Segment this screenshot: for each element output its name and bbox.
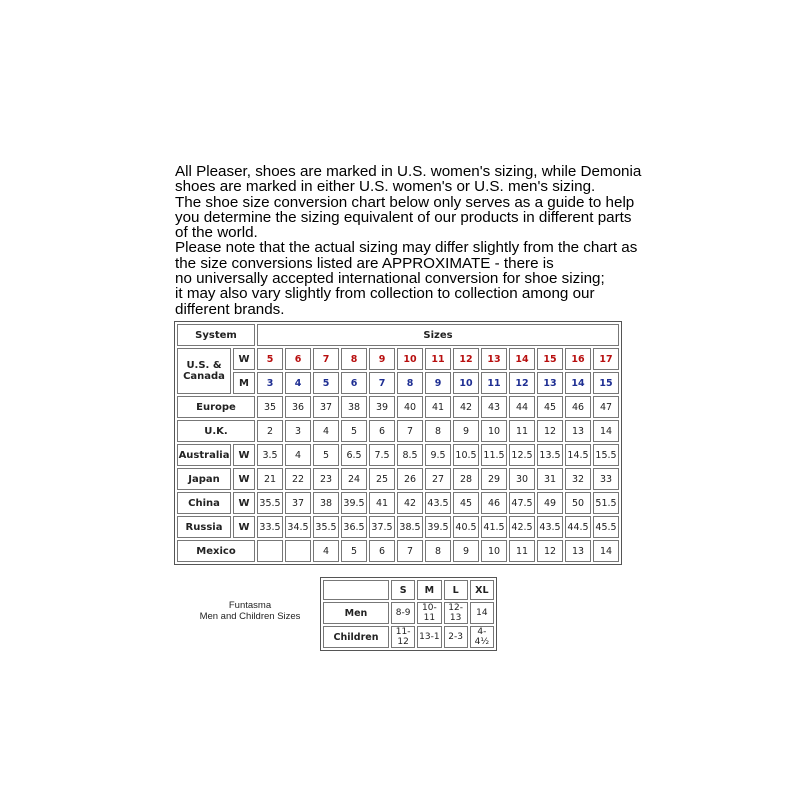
size-cell: 4: [285, 444, 311, 466]
size-cell: 14: [565, 372, 591, 394]
size-cell: 12: [537, 420, 563, 442]
size-cell: 8-9: [391, 602, 415, 624]
size-cell: 30: [509, 468, 535, 490]
size-cell: 14: [470, 602, 494, 624]
size-header-cell: M: [417, 580, 441, 600]
size-cell: 13: [565, 540, 591, 562]
size-cell: 40.5: [453, 516, 479, 538]
size-cell: 6: [341, 372, 367, 394]
size-header-cell: S: [391, 580, 415, 600]
intro-line: the size conversions listed are APPROXIMATE - there is: [175, 254, 554, 272]
size-cell: 23: [313, 468, 339, 490]
size-cell: 11: [509, 540, 535, 562]
width-marker-cell: W: [233, 348, 255, 370]
table-header-row: [323, 580, 494, 600]
width-marker-cell: W: [233, 492, 255, 514]
table-row: [177, 444, 619, 466]
size-cell: 3: [257, 372, 283, 394]
size-cell: 11: [425, 348, 451, 370]
size-cell: 7.5: [369, 444, 395, 466]
size-cell: 21: [257, 468, 283, 490]
size-cell: 35.5: [313, 516, 339, 538]
width-marker-cell: W: [233, 516, 255, 538]
size-cell: 24: [341, 468, 367, 490]
size-cell: 4: [313, 540, 339, 562]
intro-line: Please note that the actual sizing may differ slightly from the chart as: [175, 239, 638, 257]
size-cell: 6: [369, 540, 395, 562]
size-cell: 6: [369, 420, 395, 442]
size-cell: 15: [593, 372, 619, 394]
size-cell: 41: [369, 492, 395, 514]
category-name-cell: Children: [323, 626, 389, 648]
intro-line: different brands.: [175, 300, 285, 318]
size-cell: 32: [565, 468, 591, 490]
size-cell: 47.5: [509, 492, 535, 514]
size-cell: 28: [453, 468, 479, 490]
intro-line: shoes are marked in either U.S. women's or U.S. men's sizing.: [175, 178, 596, 196]
size-cell: 10-11: [417, 602, 441, 624]
size-cell: 13: [481, 348, 507, 370]
table-row: [323, 602, 494, 624]
system-name-cell: Japan: [177, 468, 231, 490]
size-cell: 6.5: [341, 444, 367, 466]
size-cell: 8: [425, 420, 451, 442]
size-cell: 4-4½: [470, 626, 494, 648]
size-cell: 33.5: [257, 516, 283, 538]
size-cell: 37: [313, 396, 339, 418]
size-cell: 50: [565, 492, 591, 514]
intro-line: no universally accepted international conversion for shoe sizing;: [175, 270, 605, 288]
size-cell: 11-12: [391, 626, 415, 648]
size-cell: 8: [341, 348, 367, 370]
size-cell: 13.5: [537, 444, 563, 466]
width-marker-cell: W: [233, 468, 255, 490]
size-cell: 29: [481, 468, 507, 490]
size-header-cell: XL: [470, 580, 494, 600]
size-cell: 7: [397, 540, 423, 562]
size-cell: 38: [313, 492, 339, 514]
width-marker-cell: W: [233, 444, 255, 466]
system-name-cell: Russia: [177, 516, 231, 538]
size-cell: 14: [593, 420, 619, 442]
size-cell: 35: [257, 396, 283, 418]
size-cell: 49: [537, 492, 563, 514]
size-cell: 12-13: [444, 602, 468, 624]
system-name-cell: Australia: [177, 444, 231, 466]
size-cell: 17: [593, 348, 619, 370]
size-cell: 5: [341, 420, 367, 442]
size-cell: 10: [453, 372, 479, 394]
size-cell: [257, 540, 283, 562]
size-cell: 37.5: [369, 516, 395, 538]
size-cell: 10: [481, 540, 507, 562]
system-name-cell: U.S. & Canada: [177, 348, 231, 394]
size-cell: 26: [397, 468, 423, 490]
funtasma-title: Funtasma: [228, 600, 272, 611]
size-cell: 22: [285, 468, 311, 490]
size-cell: 41: [425, 396, 451, 418]
size-cell: [285, 540, 311, 562]
size-cell: 25: [369, 468, 395, 490]
size-cell: 5: [313, 372, 339, 394]
size-cell: 5: [341, 540, 367, 562]
size-cell: 38: [341, 396, 367, 418]
system-name-cell: China: [177, 492, 231, 514]
size-cell: 3: [285, 420, 311, 442]
size-cell: 9: [425, 372, 451, 394]
table-row: [177, 516, 619, 538]
size-cell: 51.5: [593, 492, 619, 514]
table-row: [177, 420, 619, 442]
size-cell: 42.5: [509, 516, 535, 538]
system-header: System: [177, 324, 255, 346]
table-row: [177, 372, 619, 394]
size-cell: 10: [397, 348, 423, 370]
size-cell: 10.5: [453, 444, 479, 466]
size-cell: 15.5: [593, 444, 619, 466]
size-cell: 14: [509, 348, 535, 370]
size-cell: 4: [285, 372, 311, 394]
size-cell: 13-1: [417, 626, 441, 648]
size-cell: 5: [313, 444, 339, 466]
size-cell: 43.5: [537, 516, 563, 538]
size-conversion-table: [174, 321, 622, 565]
size-cell: 9: [369, 348, 395, 370]
size-cell: 7: [369, 372, 395, 394]
intro-text: [175, 163, 642, 318]
size-cell: 36: [285, 396, 311, 418]
table-row: [177, 492, 619, 514]
size-cell: 44: [509, 396, 535, 418]
size-cell: 41.5: [481, 516, 507, 538]
size-cell: 14: [593, 540, 619, 562]
size-cell: 7: [397, 420, 423, 442]
size-cell: 2: [257, 420, 283, 442]
size-cell: 39.5: [341, 492, 367, 514]
intro-line: of the world.: [175, 224, 258, 242]
size-cell: 39.5: [425, 516, 451, 538]
size-cell: 2-3: [444, 626, 468, 648]
size-cell: 9: [453, 540, 479, 562]
size-cell: 12.5: [509, 444, 535, 466]
system-name-cell: U.K.: [177, 420, 255, 442]
size-cell: 11.5: [481, 444, 507, 466]
table-row: [177, 468, 619, 490]
system-name-cell: Europe: [177, 396, 255, 418]
size-cell: 47: [593, 396, 619, 418]
system-name-cell: Mexico: [177, 540, 255, 562]
funtasma-size-table: [320, 577, 497, 651]
size-cell: 12: [509, 372, 535, 394]
size-cell: 9.5: [425, 444, 451, 466]
size-cell: 35.5: [257, 492, 283, 514]
size-cell: 11: [509, 420, 535, 442]
size-cell: 44.5: [565, 516, 591, 538]
size-cell: 8.5: [397, 444, 423, 466]
size-cell: 27: [425, 468, 451, 490]
size-cell: 13: [565, 420, 591, 442]
size-cell: 45.5: [593, 516, 619, 538]
size-cell: 45: [453, 492, 479, 514]
size-cell: 6: [285, 348, 311, 370]
table-row: [177, 396, 619, 418]
size-cell: 16: [565, 348, 591, 370]
intro-line: you determine the sizing equivalent of our products in different parts: [175, 208, 632, 226]
size-cell: 12: [453, 348, 479, 370]
funtasma-subtitle: Men and Children Sizes: [199, 611, 301, 622]
size-cell: 37: [285, 492, 311, 514]
size-cell: 31: [537, 468, 563, 490]
size-cell: 42: [397, 492, 423, 514]
size-header-cell: L: [444, 580, 468, 600]
size-cell: 34.5: [285, 516, 311, 538]
sizes-header: Sizes: [257, 324, 619, 346]
size-cell: 36.5: [341, 516, 367, 538]
size-cell: 14.5: [565, 444, 591, 466]
size-cell: 3.5: [257, 444, 283, 466]
size-cell: 8: [397, 372, 423, 394]
size-cell: 13: [537, 372, 563, 394]
size-cell: 10: [481, 420, 507, 442]
table-row: [323, 626, 494, 648]
size-cell: 9: [453, 420, 479, 442]
size-cell: 33: [593, 468, 619, 490]
intro-line: All Pleaser, shoes are marked in U.S. women's sizing, while Demonia: [175, 163, 642, 180]
empty-header-cell: [323, 580, 389, 600]
size-cell: 45: [537, 396, 563, 418]
size-cell: 7: [313, 348, 339, 370]
size-cell: 8: [425, 540, 451, 562]
category-name-cell: Men: [323, 602, 389, 624]
width-marker-cell: M: [233, 372, 255, 394]
funtasma-caption: [180, 600, 320, 622]
table-header-row: [177, 324, 619, 346]
intro-line: The shoe size conversion chart below only serves as a guide to help: [175, 193, 635, 211]
size-cell: 43: [481, 396, 507, 418]
size-cell: 40: [397, 396, 423, 418]
size-cell: 38.5: [397, 516, 423, 538]
size-cell: 43.5: [425, 492, 451, 514]
size-cell: 11: [481, 372, 507, 394]
table-row: [177, 348, 619, 370]
size-cell: 12: [537, 540, 563, 562]
size-cell: 4: [313, 420, 339, 442]
size-cell: 46: [565, 396, 591, 418]
intro-line: it may also vary slightly from collection to collection among our: [175, 285, 595, 303]
size-cell: 46: [481, 492, 507, 514]
size-cell: 5: [257, 348, 283, 370]
size-cell: 39: [369, 396, 395, 418]
size-cell: 42: [453, 396, 479, 418]
table-row: [177, 540, 619, 562]
size-cell: 15: [537, 348, 563, 370]
